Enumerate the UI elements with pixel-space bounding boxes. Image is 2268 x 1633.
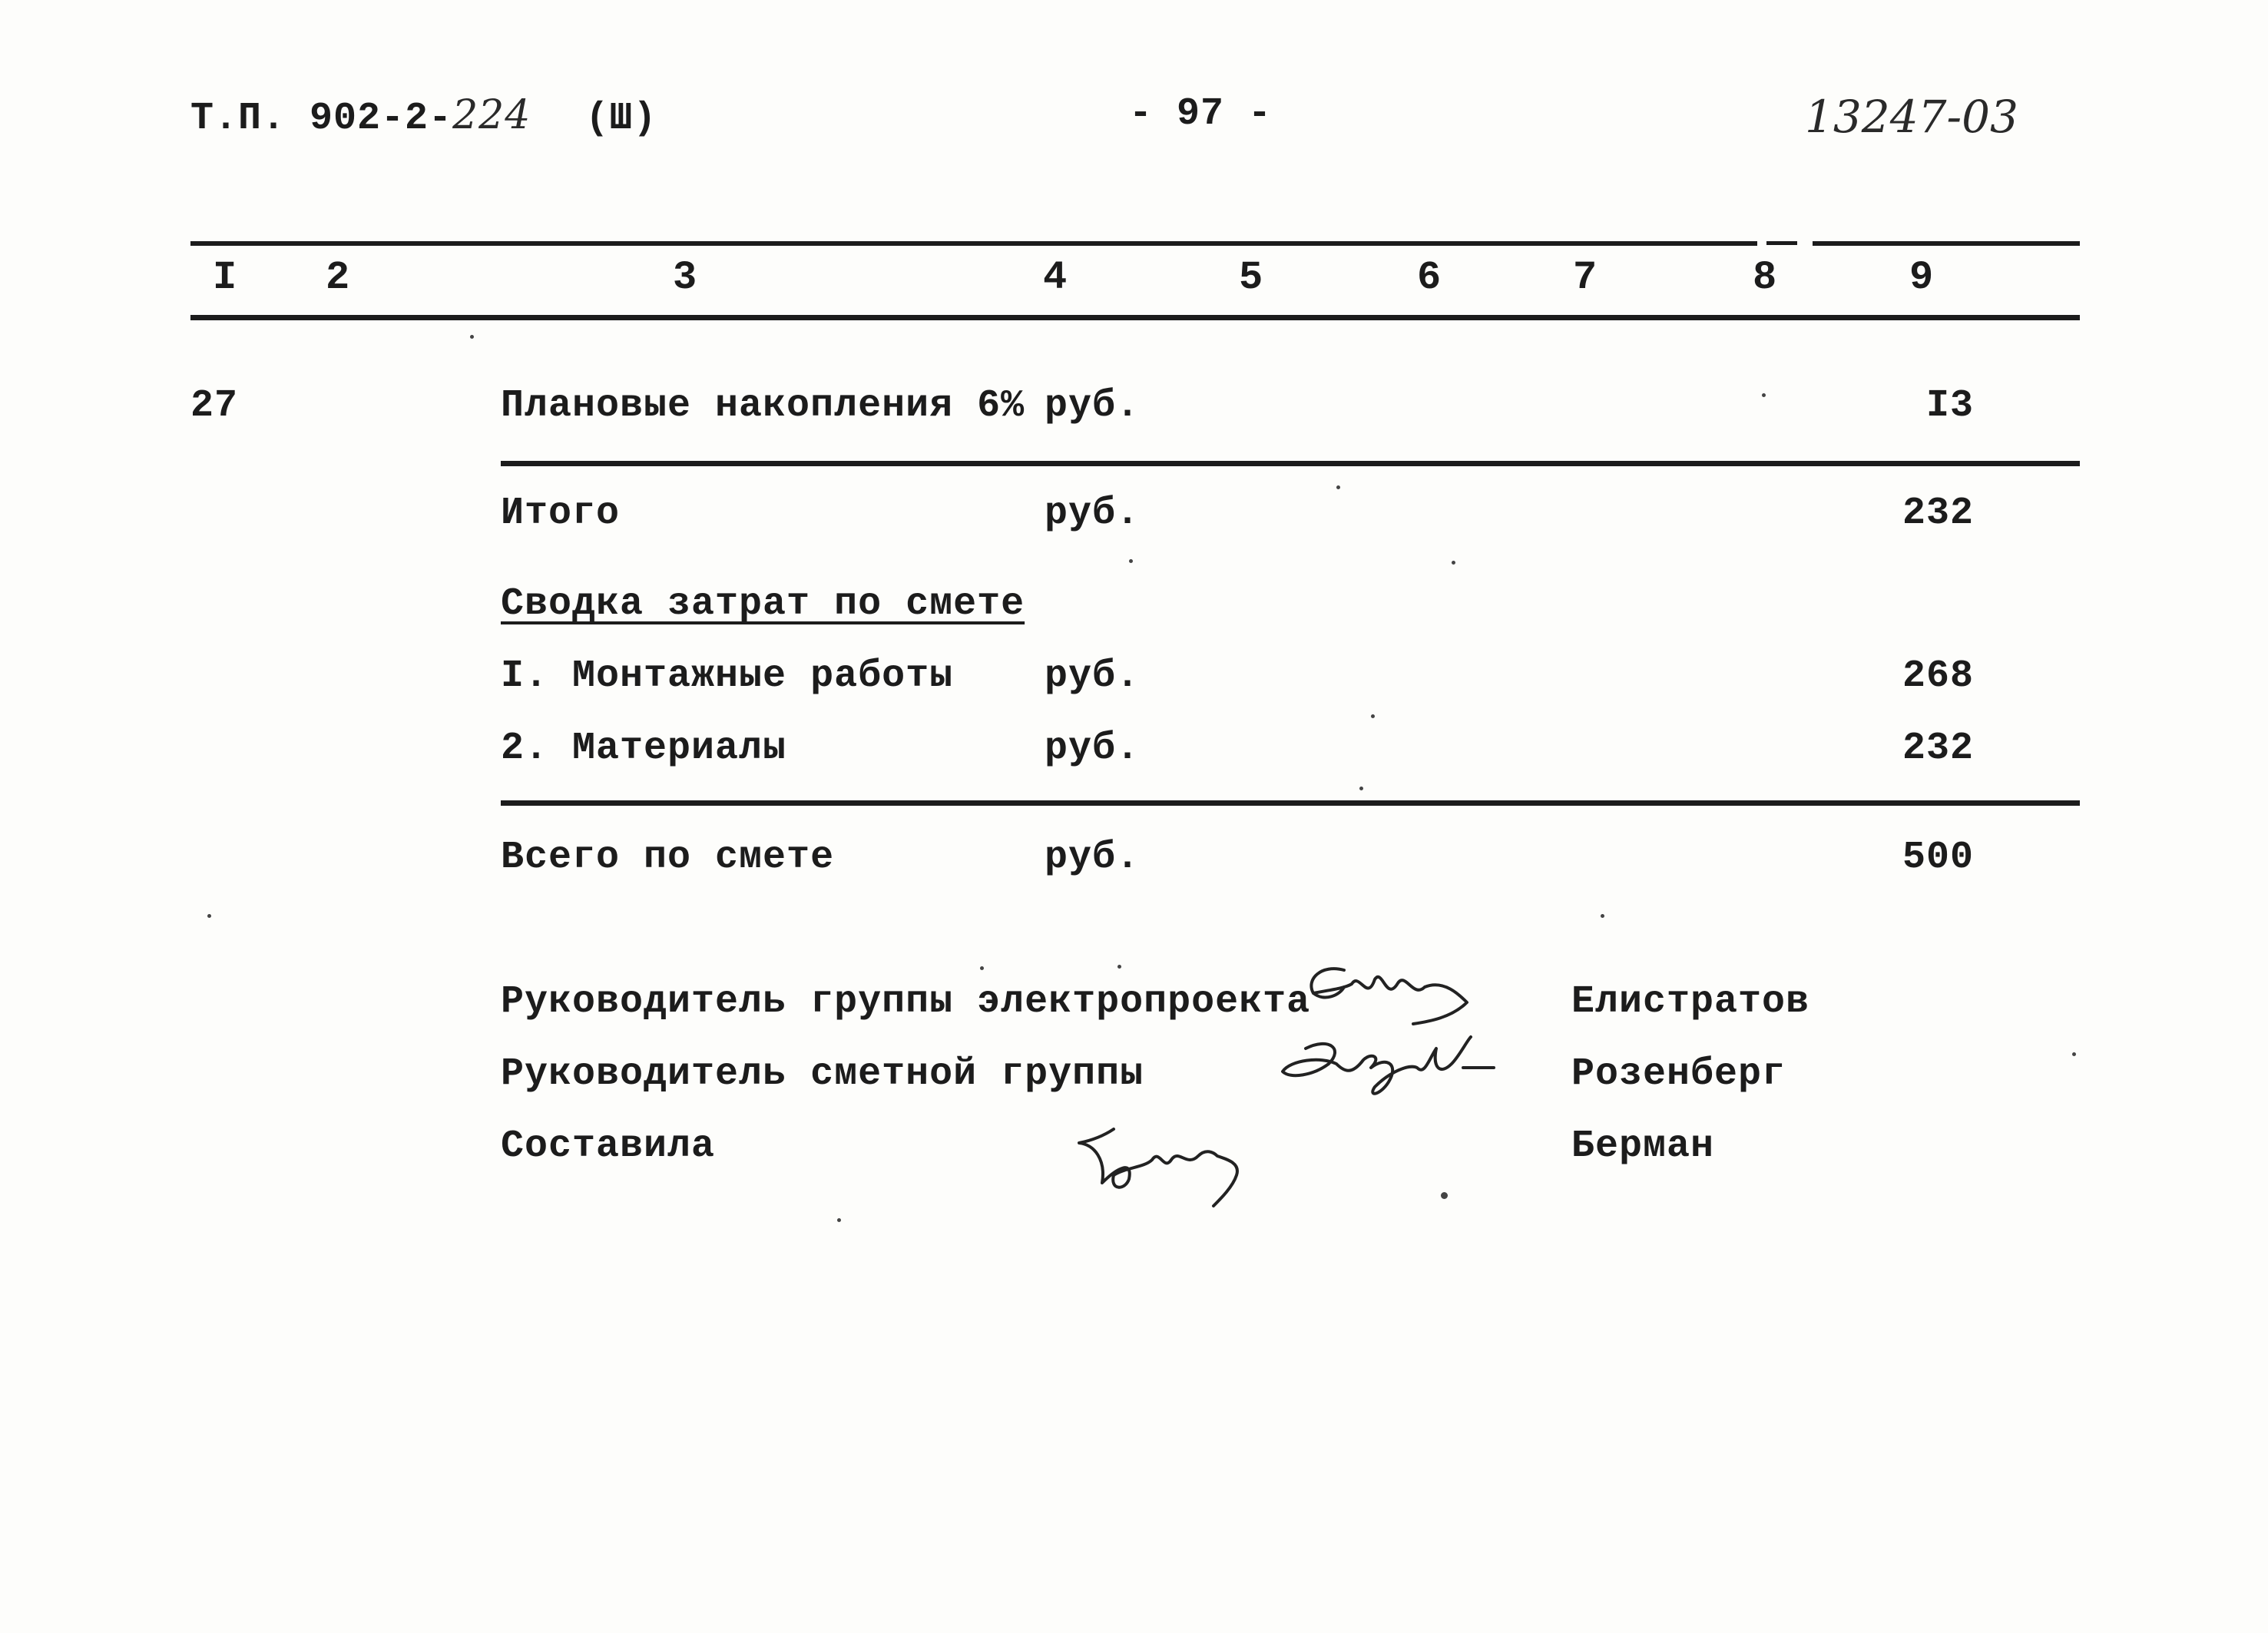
- total-rule: [501, 800, 2080, 806]
- scan-speck: [1601, 914, 1604, 918]
- scan-speck: [980, 966, 984, 970]
- table-top-rule: [190, 241, 1757, 246]
- col-header-3: 3: [673, 255, 697, 300]
- scan-speck: [2072, 1052, 2076, 1056]
- signature-mark-1: [1298, 956, 1482, 1025]
- scan-speck: [837, 1218, 841, 1222]
- archive-number: 13247-03: [1805, 91, 2018, 143]
- col-header-2: 2: [326, 255, 350, 300]
- document-code-prefix: Т.П. 902-2-: [190, 97, 453, 141]
- summary-title: Сводка затрат по смете: [501, 582, 1025, 626]
- signature-role-1: Руководитель группы электропроекта: [501, 980, 1311, 1024]
- scan-speck: [1371, 714, 1375, 718]
- col-header-5: 5: [1239, 255, 1263, 300]
- scan-speck: [1762, 393, 1766, 397]
- scan-speck: [1117, 965, 1121, 969]
- scan-speck: [207, 914, 211, 918]
- signature-name-2: Розенберг: [1571, 1052, 1786, 1096]
- scan-speck: [1452, 561, 1455, 565]
- summary-row-2-value: 232: [1902, 727, 1974, 770]
- total-name: Всего по смете: [501, 836, 835, 879]
- col-header-4: 4: [1043, 255, 1068, 300]
- scan-speck: [1359, 787, 1363, 790]
- summary-row-1-unit: руб.: [1045, 654, 1141, 698]
- scan-speck: [1129, 559, 1133, 563]
- summary-row-2-name: 2. Материалы: [501, 727, 787, 770]
- subtotal-unit: руб.: [1045, 492, 1141, 535]
- row-name: Плановые накопления 6%: [501, 384, 1025, 428]
- signature-role-2: Руководитель сметной группы: [501, 1052, 1144, 1096]
- row-value: I3: [1925, 384, 1974, 428]
- signature-name-1: Елистратов: [1571, 980, 1810, 1024]
- table-top-rule-end: [1813, 241, 2080, 246]
- summary-row-1-value: 268: [1902, 654, 1974, 698]
- subtotal-name: Итого: [501, 492, 621, 535]
- total-value: 500: [1902, 836, 1974, 879]
- row-unit: руб.: [1045, 384, 1141, 428]
- page-number: - 97 -: [1129, 92, 1273, 136]
- total-unit: руб.: [1045, 836, 1141, 879]
- col-header-8: 8: [1753, 255, 1777, 300]
- col-header-7: 7: [1573, 255, 1598, 300]
- signature-mark-2: [1275, 1033, 1498, 1102]
- signature-name-3: Берман: [1571, 1125, 1715, 1168]
- header-bottom-rule: [190, 315, 2080, 320]
- scan-speck: [1441, 1192, 1448, 1199]
- document-code: [190, 92, 657, 141]
- document-part: (Ш): [585, 97, 657, 141]
- col-header-6: 6: [1417, 255, 1442, 300]
- signature-role-3: Составила: [501, 1125, 716, 1168]
- table-top-rule-gap: [1766, 241, 1797, 245]
- col-header-9: 9: [1909, 255, 1934, 300]
- subtotal-value: 232: [1902, 492, 1974, 535]
- document-code-handwritten: 224: [452, 92, 531, 138]
- scan-speck: [470, 335, 474, 339]
- signature-mark-3: [1071, 1114, 1309, 1214]
- col-header-1: I: [213, 255, 237, 300]
- summary-row-1-name: I. Монтажные работы: [501, 654, 954, 698]
- scan-speck: [1336, 485, 1340, 489]
- summary-row-2-unit: руб.: [1045, 727, 1141, 770]
- row-number: 27: [190, 384, 239, 428]
- subtotal-rule: [501, 461, 2080, 466]
